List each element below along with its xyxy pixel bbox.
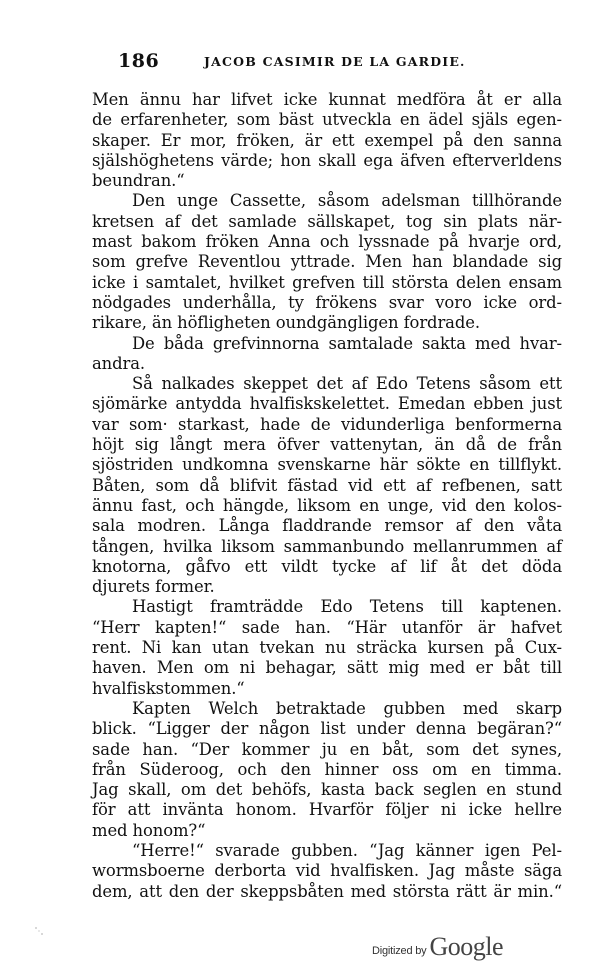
text-line: andra. <box>92 353 146 373</box>
text-line: dem, att den der skeppsbåten med största rätt är min.“ <box>92 881 562 901</box>
text-line: sjömärke antydda hvalfiskskelettet. Emedan ebben just <box>92 394 562 414</box>
text-line: djurets former. <box>92 577 215 597</box>
text-line: Båten, som då blifvit fästad vid ett af refbenen, satt <box>92 475 562 495</box>
text-line: sjöstriden undkomna svenskarne här sökte en tillflykt. <box>92 455 562 475</box>
page-header <box>118 50 558 74</box>
digitized-by-watermark <box>372 930 503 962</box>
page-number: 186 <box>118 50 160 72</box>
scan-speck-mark <box>34 926 44 936</box>
running-title: JACOB CASIMIR DE LA GARDIE. <box>204 54 466 69</box>
text-line: rikare, än höfligheten oundgängligen fordrade. <box>92 313 480 333</box>
text-line: med honom?“ <box>92 820 206 840</box>
text-line: Så nalkades skeppet det af Edo Tetens såsom ett <box>132 374 562 394</box>
text-line: tången, hvilka liksom sammanbundo mellanrummen af <box>92 536 562 556</box>
text-line: för att invänta honom. Hvarför följer ni icke hellre <box>92 800 562 820</box>
google-logo: Google <box>429 932 504 961</box>
text-line: mast bakom fröken Anna och lyssnade på hvarje ord, <box>92 232 562 252</box>
text-line: blick. “Ligger der någon list under denna begäran?“ <box>92 719 562 739</box>
text-line: var som· starkast, hade de vidunderliga benformerna <box>92 414 562 434</box>
text-line: rent. Ni kan utan tvekan nu sträcka kursen på Cux- <box>92 638 562 658</box>
text-line: kretsen af det samlade sällskapet, tog sin plats när- <box>92 211 562 231</box>
text-line: Den unge Cassette, såsom adelsman tillhörande <box>132 191 562 211</box>
text-line: de erfarenheter, som bäst utveckla en ädel själs egen- <box>92 110 562 130</box>
text-line: från Süderoog, och den hinner oss om en timma. <box>92 759 562 779</box>
text-line: Kapten Welch betraktade gubben med skarp <box>132 698 562 718</box>
text-line: haven. Men om ni behagar, sätt mig med er båt till <box>92 658 562 678</box>
text-line: De båda grefvinnorna samtalade sakta med hvar- <box>132 333 562 353</box>
text-line: knotorna, gåfvo ett vildt tycke af lif åt det döda <box>92 556 562 576</box>
body-text <box>92 90 562 902</box>
digitized-by-label: Digitized by <box>372 945 427 957</box>
text-line: wormsboerne derborta vid hvalfisken. Jag måste säga <box>92 861 562 881</box>
text-line: ännu fast, och hängde, liksom en unge, vid den kolos- <box>92 495 562 515</box>
text-line: beundran.“ <box>92 171 185 191</box>
text-line: nödgades underhålla, ty frökens svar voro icke ord- <box>92 292 562 312</box>
text-line: hvalfiskstommen.“ <box>92 678 245 698</box>
text-line: Hastigt framträdde Edo Tetens till kaptenen. <box>132 597 562 617</box>
text-line: Jag skall, om det behöfs, kasta back seglen en stund <box>92 780 562 800</box>
text-line: icke i samtalet, hvilket grefven till största delen ensam <box>92 272 562 292</box>
text-line: själshöghetens värde; hon skall ega äfven efterverldens <box>92 150 562 170</box>
text-line: Men ännu har lifvet icke kunnat medföra åt er alla <box>92 90 562 109</box>
text-line: som grefve Reventlou yttrade. Men han blandade sig <box>92 252 562 272</box>
text-line: skaper. Er mor, fröken, är ett exempel på den sanna <box>92 130 562 150</box>
text-line: “Herr kapten!“ sade han. “Här utanför är hafvet <box>92 617 562 637</box>
text-line: sade han. “Der kommer ju en båt, som det synes, <box>92 739 562 759</box>
text-line: “Herre!“ svarade gubben. “Jag känner igen Pel- <box>132 840 562 860</box>
text-line: höjt sig långt mera öfver vattenytan, än då de från <box>92 435 562 455</box>
text-line: sala modren. Långa fladdrande remsor af den våta <box>92 516 562 536</box>
